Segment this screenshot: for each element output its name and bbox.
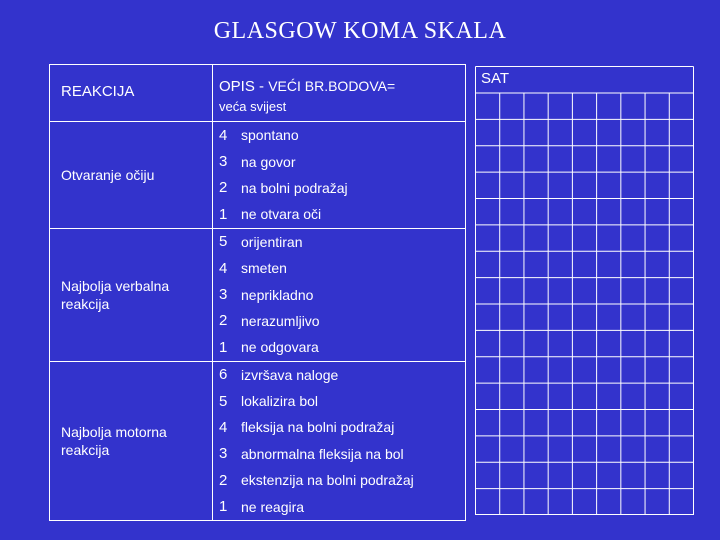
option-row: [213, 281, 465, 307]
option-row: [213, 467, 465, 493]
option-row: [213, 441, 465, 467]
group-eyes: [50, 122, 466, 229]
group-verbal: [50, 228, 466, 361]
option-row: [213, 175, 465, 201]
group-motor: [50, 361, 466, 520]
option-score: 4: [219, 418, 228, 436]
option-row: [213, 388, 465, 414]
option-text: lokalizira bol: [241, 393, 319, 410]
option-score: 3: [219, 445, 228, 463]
option-score: 2: [219, 471, 228, 489]
option-score: 5: [219, 233, 228, 251]
option-row: [213, 148, 465, 174]
option-score: 6: [219, 366, 228, 384]
option-score: 2: [219, 179, 228, 197]
option-text: ekstenzija na bolni podražaj: [241, 472, 414, 489]
option-text: smeten: [241, 260, 287, 277]
option-text: orijentiran: [241, 233, 303, 250]
page-title: GLASGOW KOMA SKALA: [213, 18, 507, 44]
option-text: nerazumljivo: [241, 312, 320, 329]
category-cell: [50, 361, 213, 520]
header-reakcija: [50, 65, 213, 122]
option-row: [213, 201, 465, 227]
option-row: [213, 308, 465, 334]
category-cell: [50, 228, 213, 361]
option-row: [213, 255, 465, 281]
option-text: na govor: [241, 153, 296, 170]
option-score: 1: [219, 498, 228, 516]
options-cell: [213, 361, 466, 520]
option-row: [213, 122, 465, 148]
option-text: ne odgovara: [241, 339, 319, 356]
category-label: Najbolja motorna reakcija: [61, 423, 167, 458]
header-opis: [213, 65, 466, 122]
category-cell: [50, 122, 213, 229]
option-text: abnormalna fleksija na bol: [241, 445, 404, 462]
option-text: ne reagira: [241, 498, 305, 515]
option-row: [213, 493, 465, 519]
option-text: na bolni podražaj: [241, 179, 348, 196]
sat-label: SAT: [481, 70, 510, 87]
option-text: fleksija na bolni podražaj: [241, 419, 395, 436]
option-text: izvršava naloge: [241, 366, 339, 383]
option-text: neprikladno: [241, 286, 314, 303]
option-row: [213, 334, 465, 360]
header-row: [50, 65, 466, 122]
category-label: Otvaranje očiju: [61, 166, 155, 183]
sat-grid: [475, 66, 694, 515]
header-opis-line1: [213, 65, 465, 95]
header-opis-line2: veća svijest: [219, 99, 287, 114]
option-score: 2: [219, 312, 228, 330]
option-text: spontano: [241, 127, 299, 144]
option-row: [213, 414, 465, 440]
category-label: Najbolja verbalna reakcija: [61, 277, 170, 312]
options-cell: [213, 228, 466, 361]
option-score: 4: [219, 259, 228, 277]
option-score: 4: [219, 126, 228, 144]
option-row: [213, 362, 465, 388]
option-row: [213, 229, 465, 255]
gcs-table: [49, 64, 466, 521]
header-reakcija-label: REAKCIJA: [61, 83, 135, 100]
options-cell: [213, 122, 466, 229]
option-score: 3: [219, 153, 228, 171]
option-score: 1: [219, 205, 228, 223]
option-score: 1: [219, 338, 228, 356]
header-opis-prefix: OPIS -: [219, 78, 269, 95]
option-score: 3: [219, 286, 228, 304]
option-score: 5: [219, 392, 228, 410]
option-text: ne otvara oči: [241, 206, 322, 223]
header-opis-suffix: VEĆI BR.BODOVA=: [268, 78, 396, 94]
